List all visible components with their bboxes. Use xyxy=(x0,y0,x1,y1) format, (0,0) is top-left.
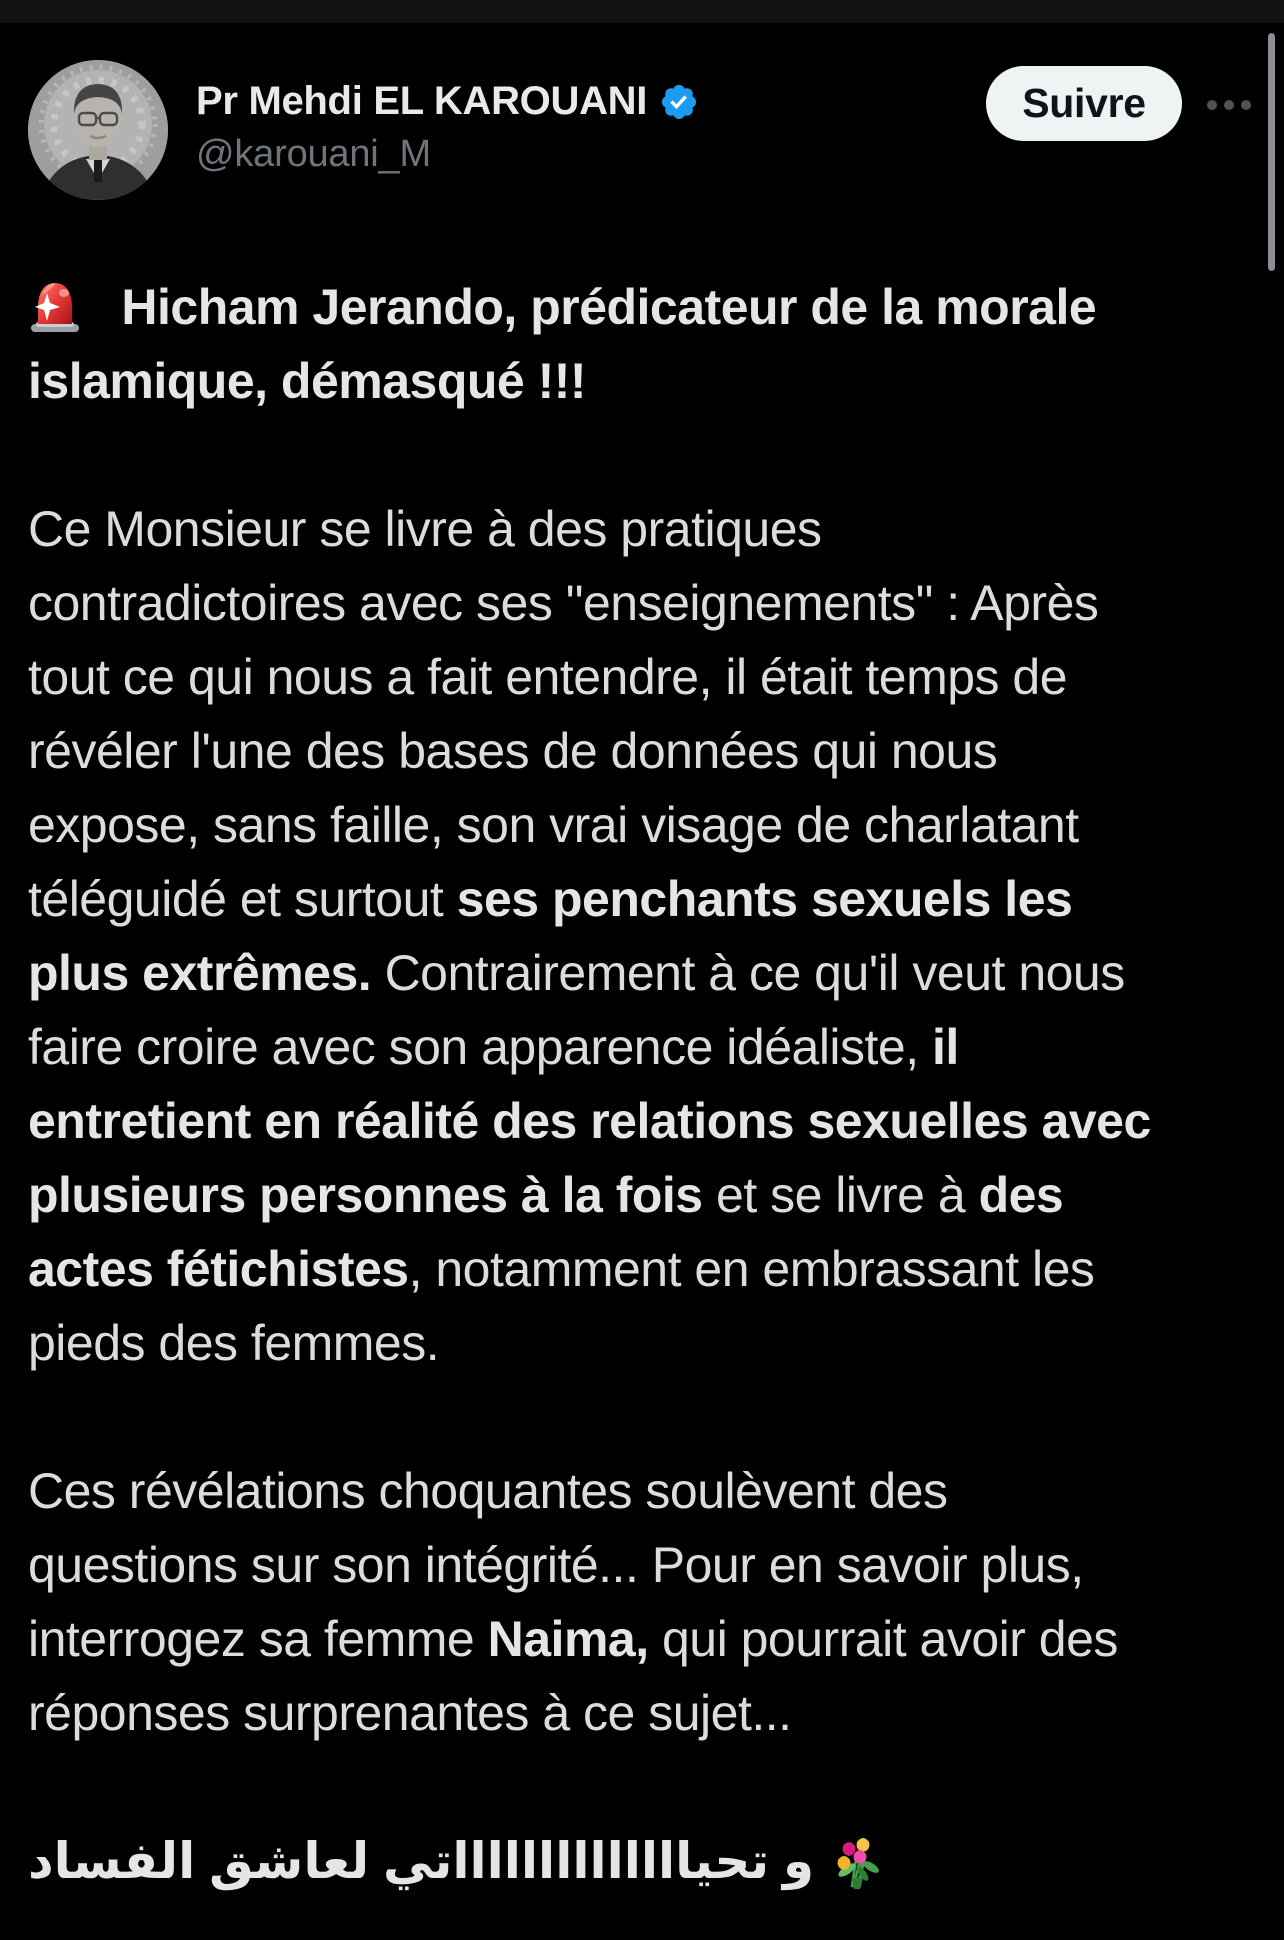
tweet-text-line xyxy=(28,1306,1270,1380)
text-run: plus extrêmes. xyxy=(28,945,372,1001)
tweet-text xyxy=(0,270,1284,1898)
tweet-text-line xyxy=(28,1158,1270,1232)
text-run: Naima, xyxy=(487,1611,649,1667)
text-run: révéler l'une des bases de données qui nous xyxy=(28,723,998,779)
text-run: , notamment en embrassant les xyxy=(408,1241,1095,1297)
text-run: islamique, démasqué !!! xyxy=(28,353,587,409)
text-run: il xyxy=(932,1019,959,1075)
tweet-text-line xyxy=(28,1380,1270,1454)
more-button[interactable] xyxy=(1201,94,1257,116)
text-run: Contrairement à ce qu'il veut nous xyxy=(371,945,1125,1001)
tweet-text-line xyxy=(28,1602,1270,1676)
three-dots-icon xyxy=(1207,100,1217,110)
text-run: و تحيااااااااااااااتي لعاشق الفساد xyxy=(28,1833,815,1889)
tweet-text-line xyxy=(28,344,1270,418)
text-run: actes fétichistes xyxy=(28,1241,409,1297)
tweet-text-line xyxy=(28,640,1270,714)
tweet-text-line xyxy=(28,1454,1270,1528)
text-run: faire croire avec son apparence idéaliste, xyxy=(28,1019,933,1075)
bouquet-emoji xyxy=(830,1834,888,1892)
tweet-text-line xyxy=(28,1010,1270,1084)
text-run: téléguidé et surtout xyxy=(28,871,457,927)
tweet-text-line xyxy=(28,1824,1270,1898)
tweet-text-line xyxy=(28,418,1270,492)
tweet-text-line xyxy=(28,1676,1270,1750)
text-run: plusieurs personnes à la fois xyxy=(28,1167,703,1223)
tweet-header xyxy=(0,23,1284,223)
text-run: Ces révélations choquantes soulèvent des xyxy=(28,1463,948,1519)
tweet-text-line xyxy=(28,1232,1270,1306)
text-run: ses penchants sexuels les xyxy=(456,871,1073,927)
text-run: tout ce qui nous a fait entendre, il était temps de xyxy=(28,649,1068,705)
follow-button[interactable]: Suivre xyxy=(986,66,1182,141)
tweet-text-line xyxy=(28,566,1270,640)
text-run: et se livre à xyxy=(702,1167,979,1223)
avatar[interactable] xyxy=(28,60,168,200)
tweet-text-line xyxy=(28,492,1270,566)
text-run: qui pourrait avoir des xyxy=(648,1611,1118,1667)
text-run: questions sur son intégrité... Pour en savoir plus, xyxy=(28,1537,1084,1593)
text-run: Hicham Jerando, prédicateur de la morale xyxy=(108,279,1097,335)
siren-emoji xyxy=(28,279,82,333)
tweet-text-line xyxy=(28,270,1270,344)
text-run: contradictoires avec ses "enseignements" : Après xyxy=(28,575,1099,631)
text-run: Ce Monsieur se livre à des pratiques xyxy=(28,501,822,557)
tweet-text-line xyxy=(28,936,1270,1010)
text-run: des xyxy=(978,1167,1064,1223)
tweet-text-line xyxy=(28,862,1270,936)
name-column xyxy=(196,79,699,176)
status-bar-area xyxy=(0,0,1284,23)
display-name[interactable]: Pr Mehdi EL KAROUANI xyxy=(196,79,648,123)
text-run: interrogez sa femme xyxy=(28,1611,488,1667)
tweet-text-line xyxy=(28,1750,1270,1824)
tweet-text-line xyxy=(28,714,1270,788)
text-run: pieds des femmes. xyxy=(28,1315,440,1371)
text-run: réponses surprenantes à ce sujet... xyxy=(28,1685,792,1741)
profile-photo xyxy=(28,60,168,200)
user-handle[interactable]: @karouani_M xyxy=(196,133,431,175)
tweet-text-line xyxy=(28,788,1270,862)
text-run: expose, sans faille, son vrai visage de charlatant xyxy=(28,797,1079,853)
tweet-text-line xyxy=(28,1528,1270,1602)
verified-badge-icon xyxy=(659,82,699,122)
tweet-text-line xyxy=(28,1084,1270,1158)
text-run: entretient en réalité des relations sexuelles avec xyxy=(28,1093,1151,1149)
